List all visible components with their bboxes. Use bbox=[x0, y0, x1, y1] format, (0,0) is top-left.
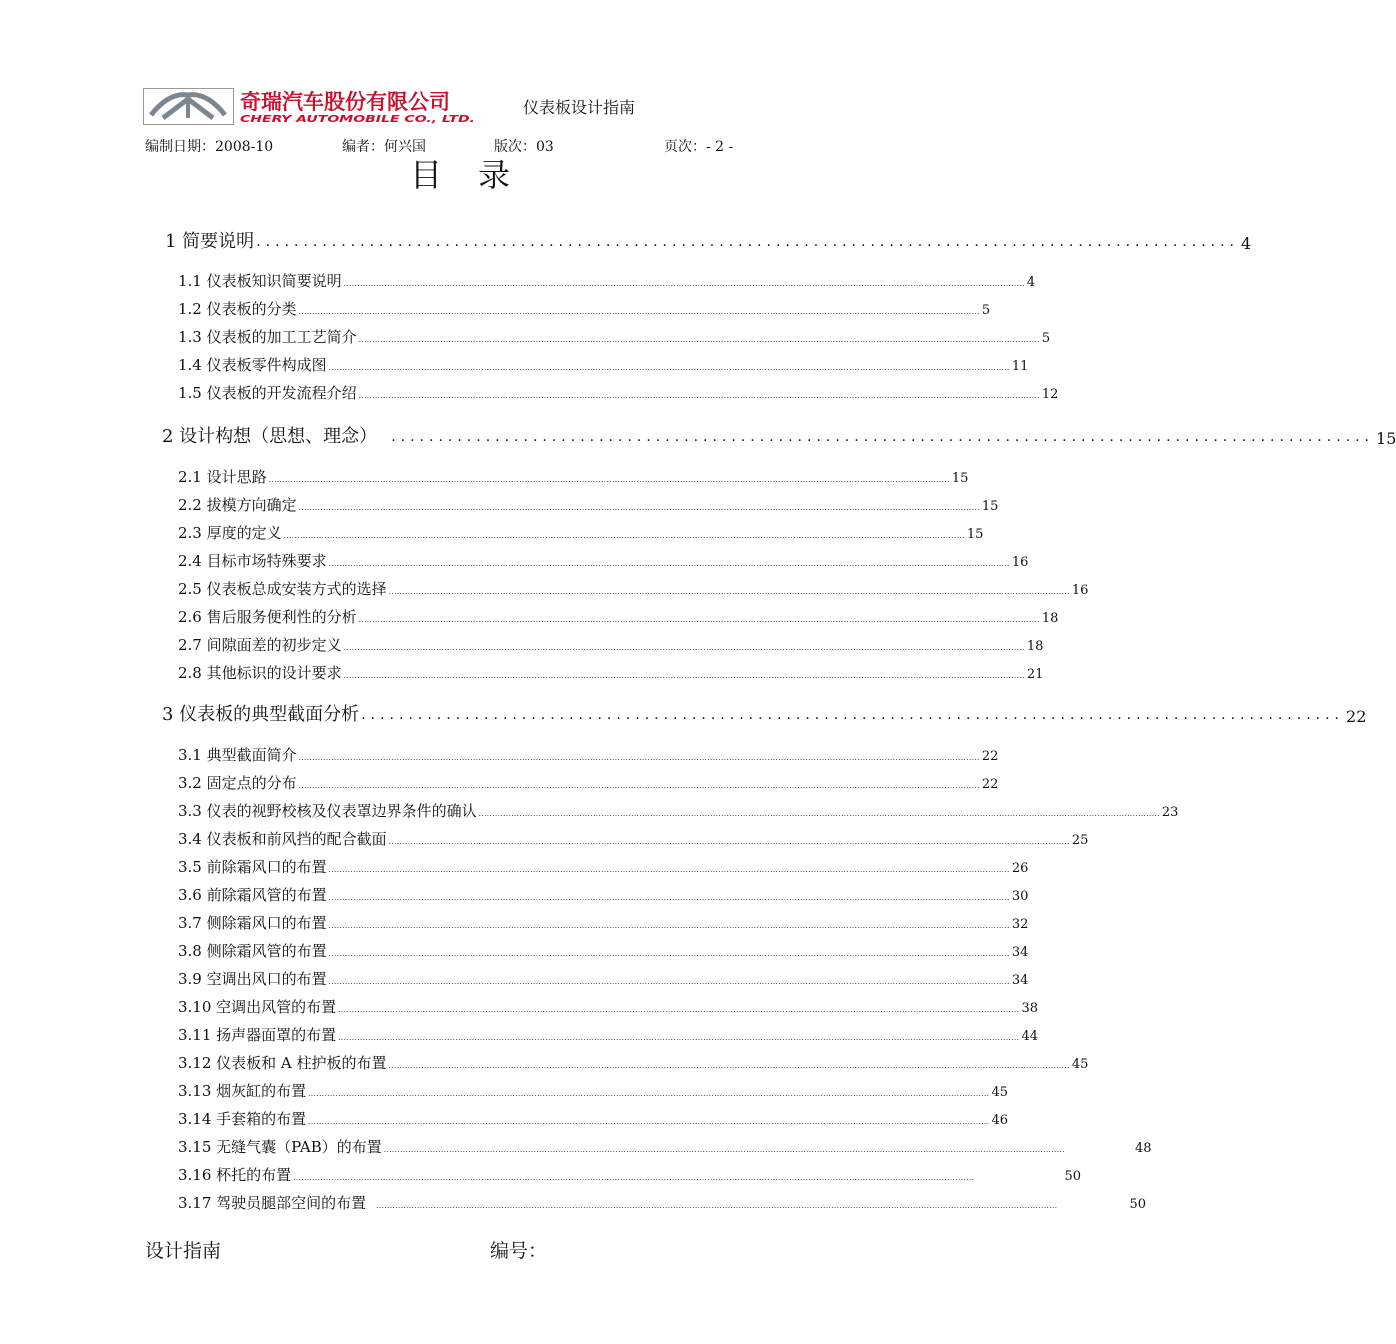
toc-entry-page: 16 bbox=[1071, 583, 1089, 598]
toc-entry-page: 46 bbox=[991, 1113, 1008, 1128]
toc-entry[interactable] bbox=[178, 521, 984, 543]
toc-entry[interactable] bbox=[178, 995, 1038, 1017]
toc-leader: .......................................................................................................................................................................................................................................................... bbox=[358, 336, 1040, 344]
meta-page: 页次：- 2 - bbox=[664, 139, 734, 155]
footer-doc-type: 设计指南 bbox=[145, 1240, 222, 1262]
toc-entry-page: 45 bbox=[1071, 1057, 1089, 1072]
toc-entry-label: 3.8 侧除霜风管的布置 bbox=[178, 942, 327, 960]
toc-entry[interactable] bbox=[178, 465, 969, 487]
logo-name-cn: 奇瑞汽车股份有限公司 bbox=[240, 90, 450, 114]
toc-leader: .......................................................................................................................................................................................................................................................... bbox=[388, 1062, 1070, 1070]
toc-leader: .......................................................................................................................................................................................................................................................... bbox=[478, 810, 1160, 818]
toc-leader: .......................................................................................................................................................................................................................................................... bbox=[328, 560, 1010, 568]
toc-entry-label: 3.13 烟灰缸的布置 bbox=[178, 1082, 307, 1100]
toc-entry-label: 2 设计构想（思想、理念） bbox=[162, 426, 378, 447]
toc-entry[interactable] bbox=[162, 698, 1367, 726]
toc-leader: .......................................................................................................................................................................................................................................................... bbox=[343, 280, 1025, 288]
toc-leader: .......................................................................................................................................................................................................................................................... bbox=[376, 1202, 1058, 1210]
toc-entry-label: 2.3 厚度的定义 bbox=[178, 524, 282, 542]
toc-leader: .......................................................................................................................................................................................................................................................... bbox=[388, 838, 1070, 846]
toc-entry[interactable] bbox=[178, 325, 1051, 347]
toc-entry-label: 3.16 杯托的布置 bbox=[178, 1166, 292, 1184]
toc-entry-label: 2.1 设计思路 bbox=[178, 468, 267, 486]
toc-entry[interactable] bbox=[178, 1079, 1008, 1101]
toc-entry-page: 45 bbox=[991, 1085, 1008, 1100]
toc-entry-page: 48 bbox=[1135, 1141, 1152, 1156]
toc-leader: .......................................................................................................................................................................................................................................................... bbox=[293, 1174, 975, 1182]
toc-entry-page: 5 bbox=[1041, 331, 1051, 346]
toc-entry[interactable] bbox=[178, 799, 1179, 821]
toc-entry-page: 50 bbox=[1064, 1169, 1081, 1184]
chery-emblem-icon bbox=[143, 88, 477, 126]
toc-entry-page: 22 bbox=[981, 777, 999, 792]
meta-version: 版次：03 bbox=[494, 139, 554, 155]
toc-entry-page: 34 bbox=[1011, 945, 1029, 960]
toc-entry-page: 32 bbox=[1011, 917, 1029, 932]
toc-entry-page: 15 bbox=[951, 471, 969, 486]
toc-entry[interactable] bbox=[178, 1051, 1089, 1073]
toc-leader: .......................................................................................................................................................................................................................................................... bbox=[298, 504, 980, 512]
toc-entry[interactable] bbox=[178, 549, 1029, 571]
doc-title: 仪表板设计指南 bbox=[523, 98, 636, 117]
toc-leader: .......................................................................................................................................................................................................................................................... bbox=[328, 894, 1010, 902]
meta-author: 编者：何兴国 bbox=[342, 139, 426, 155]
toc-entry-page: 4 bbox=[1241, 234, 1252, 253]
toc-entry-label: 3.12 仪表板和 A 柱护板的布置 bbox=[178, 1054, 387, 1072]
toc-leader: .......................................................................................................................................................................................................................................................... bbox=[343, 644, 1025, 652]
toc-leader: .......................................................................................................................................................................................................................................................... bbox=[328, 978, 1010, 986]
toc-leader: .......................................................................................................................................................................................................................................................... bbox=[268, 476, 950, 484]
toc-leader: .......................................................................................................................................................................................................................................................... bbox=[328, 950, 1010, 958]
toc-entry-label: 1.4 仪表板零件构成图 bbox=[178, 356, 327, 374]
toc-entry-page: 30 bbox=[1011, 889, 1029, 904]
toc-entry-label: 1.3 仪表板的加工工艺简介 bbox=[178, 328, 357, 346]
toc-entry[interactable] bbox=[178, 297, 991, 319]
toc-entry-page: 38 bbox=[1021, 1001, 1038, 1016]
toc-entry-label: 3.15 无缝气囊（PAB）的布置 bbox=[178, 1138, 382, 1156]
toc-entry-page: 18 bbox=[1041, 611, 1059, 626]
toc-entry-page: 21 bbox=[1026, 667, 1044, 682]
toc-leader: .......................................................................................................................................................................................................................................................... bbox=[308, 1090, 990, 1098]
toc-leader: .......................................................................................................................................................................................................................................................... bbox=[283, 532, 965, 540]
logo-name-en: CHERY AUTOMOBILE CO., LTD. bbox=[240, 114, 475, 125]
toc-entry-label: 3.4 仪表板和前风挡的配合截面 bbox=[178, 830, 387, 848]
toc-entry[interactable] bbox=[178, 353, 1029, 375]
toc-entry[interactable] bbox=[162, 420, 1396, 448]
toc-entry-label: 3.2 固定点的分布 bbox=[178, 774, 297, 792]
toc-entry-label: 3.9 空调出风口的布置 bbox=[178, 970, 327, 988]
toc-entry-label: 3.7 侧除霜风口的布置 bbox=[178, 914, 327, 932]
toc-entry-label: 1.5 仪表板的开发流程介绍 bbox=[178, 384, 357, 402]
toc-entry[interactable] bbox=[178, 1135, 1152, 1157]
toc-entry-page: 34 bbox=[1011, 973, 1029, 988]
toc-entry-label: 3.17 驾驶员腿部空间的布置 bbox=[178, 1194, 367, 1212]
toc-entry-page: 25 bbox=[1071, 833, 1089, 848]
toc-entry-page: 22 bbox=[1346, 707, 1367, 726]
toc-leader: .......................................................................................................................................................................................................................................................... bbox=[338, 1006, 1020, 1014]
toc-entry[interactable] bbox=[178, 661, 1044, 683]
toc-entry-page: 22 bbox=[981, 749, 999, 764]
company-logo bbox=[143, 88, 477, 126]
toc-entry-label: 2.5 仪表板总成安装方式的选择 bbox=[178, 580, 387, 598]
toc-entry-page: 18 bbox=[1026, 639, 1044, 654]
toc-entry[interactable] bbox=[178, 1191, 1146, 1213]
toc-leader: .......................................................................................................................................................................................................................................................... bbox=[358, 392, 1040, 400]
toc-entry[interactable] bbox=[178, 1163, 1081, 1185]
toc-leader: .......................................................................................................................................................................................................................................................... bbox=[308, 1118, 990, 1126]
toc-title: 目 录 bbox=[410, 156, 513, 194]
toc-entry-label: 2.7 间隙面差的初步定义 bbox=[178, 636, 342, 654]
toc-entry[interactable] bbox=[178, 827, 1089, 849]
toc-entry[interactable] bbox=[178, 633, 1044, 655]
toc-entry-page: 44 bbox=[1021, 1029, 1038, 1044]
toc-entry-page: 15 bbox=[1376, 429, 1396, 448]
toc-leader: ........................................................................................................ bbox=[391, 429, 1375, 445]
toc-entry[interactable] bbox=[178, 883, 1029, 905]
toc-entry-label: 3.10 空调出风管的布置 bbox=[178, 998, 337, 1016]
toc-entry[interactable] bbox=[178, 939, 1029, 961]
toc-entry-page: 4 bbox=[1026, 275, 1036, 290]
toc-entry[interactable] bbox=[178, 743, 999, 765]
toc-leader: .......................................................................................................................................................................................................................................................... bbox=[298, 754, 980, 762]
toc-entry-label: 3.6 前除霜风管的布置 bbox=[178, 886, 327, 904]
toc-entry-label: 3.11 扬声器面罩的布置 bbox=[178, 1026, 337, 1044]
toc-entry[interactable] bbox=[178, 911, 1029, 933]
toc-entry[interactable] bbox=[178, 605, 1059, 627]
toc-entry-label: 1.1 仪表板知识简要说明 bbox=[178, 272, 342, 290]
toc-entry-label: 2.4 目标市场特殊要求 bbox=[178, 552, 327, 570]
toc-leader: .......................................................................................................................................................................................................................................................... bbox=[328, 866, 1010, 874]
toc-entry-page: 16 bbox=[1011, 555, 1029, 570]
toc-entry-label: 1.2 仪表板的分类 bbox=[178, 300, 297, 318]
toc-entry-page: 23 bbox=[1161, 805, 1179, 820]
toc-leader: .......................................................................................................................................................................................................................................................... bbox=[338, 1034, 1020, 1042]
toc-entry-page: 50 bbox=[1129, 1197, 1146, 1212]
toc-leader: .......................................................................................................................................................................................................................................................... bbox=[388, 588, 1070, 596]
toc-entry-page: 15 bbox=[981, 499, 999, 514]
toc-entry[interactable] bbox=[178, 771, 999, 793]
toc-entry-label: 3.5 前除霜风口的布置 bbox=[178, 858, 327, 876]
toc-entry-label: 2.6 售后服务便利性的分析 bbox=[178, 608, 357, 626]
toc-entry-page: 12 bbox=[1041, 387, 1059, 402]
toc-entry[interactable] bbox=[178, 381, 1059, 403]
toc-entry-label: 3.1 典型截面简介 bbox=[178, 746, 297, 764]
toc-leader: .......................................................................................................................................................................................................................................................... bbox=[358, 616, 1040, 624]
toc-leader: .......................................................................................................................................................................................................................................................... bbox=[328, 364, 1010, 372]
toc-entry[interactable] bbox=[178, 855, 1029, 877]
toc-leader: .......................................................................................................................................................................................................................................................... bbox=[383, 1146, 1066, 1154]
toc-entry-page: 11 bbox=[1011, 359, 1029, 374]
toc-entry-page: 26 bbox=[1011, 861, 1029, 876]
toc-entry-label: 3.3 仪表的视野校核及仪表罩边界条件的确认 bbox=[178, 802, 477, 820]
toc-entry[interactable] bbox=[165, 225, 1252, 253]
toc-entry-page: 5 bbox=[981, 303, 991, 318]
footer-doc-number: 编号： bbox=[490, 1240, 548, 1262]
toc-leader: .......................................................................................................................................................................................................................................................... bbox=[343, 672, 1025, 680]
toc-entry[interactable] bbox=[178, 493, 999, 515]
toc-leader: .......................................................................................................................................................................................................................................................... bbox=[328, 922, 1010, 930]
toc-entry-page: 15 bbox=[966, 527, 984, 542]
toc-entry[interactable] bbox=[178, 967, 1029, 989]
toc-entry[interactable] bbox=[178, 1107, 1008, 1129]
toc-entry-label: 3.14 手套箱的布置 bbox=[178, 1110, 307, 1128]
toc-entry[interactable] bbox=[178, 577, 1089, 599]
toc-leader: ........................................................................................................ bbox=[361, 707, 1345, 723]
toc-entry[interactable] bbox=[178, 269, 1036, 291]
toc-entry-label: 3 仪表板的典型截面分析 bbox=[162, 704, 360, 725]
toc-entry-label: 2.2 拔模方向确定 bbox=[178, 496, 297, 514]
toc-leader: .......................................................................................................................................................................................................................................................... bbox=[298, 308, 980, 316]
toc-entry-label: 2.8 其他标识的设计要求 bbox=[178, 664, 342, 682]
meta-date: 编制日期：2008-10 bbox=[145, 139, 274, 155]
toc-leader: .......................................................................................................................................................................................................................................................... bbox=[298, 782, 980, 790]
toc-entry[interactable] bbox=[178, 1023, 1038, 1045]
toc-entry-label: 1 简要说明 bbox=[165, 231, 255, 252]
toc-leader: ........................................................................................................ bbox=[256, 234, 1240, 250]
